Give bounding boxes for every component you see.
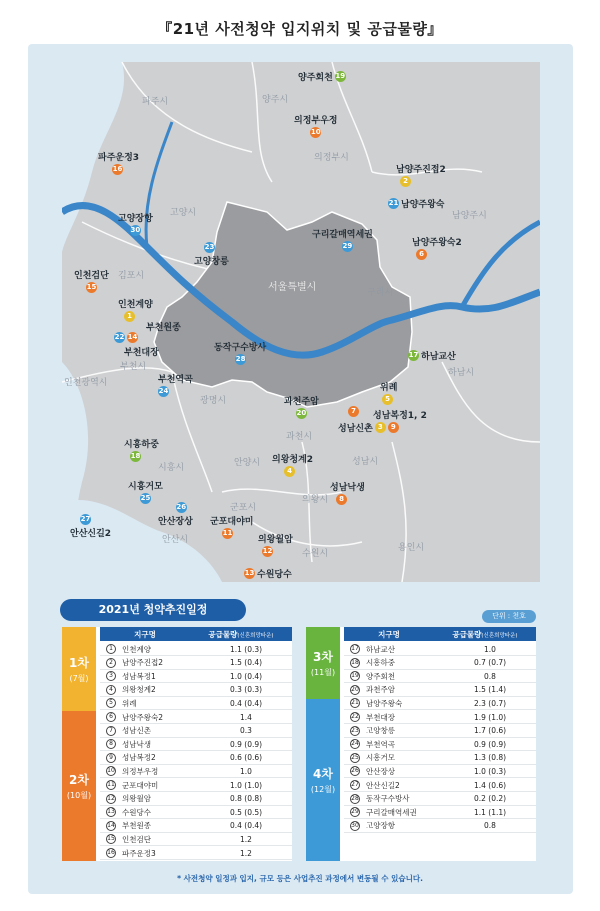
location-number-badge: 6 [416, 249, 427, 260]
map-location: 양주회천 19 [298, 72, 346, 83]
row-number: 19 [351, 672, 359, 680]
location-number-badge: 3 [375, 422, 386, 433]
location-number-badge: 10 [310, 128, 321, 136]
supply-value: 1.4 [240, 712, 252, 722]
location-number-badge: 23 [204, 243, 215, 251]
supply-value: 1.0 [484, 644, 496, 654]
supply-value: 1.0 (0.3) [473, 766, 507, 776]
supply-value: 1.5 (0.4) [229, 658, 263, 668]
supply-value: 0.2 (0.2) [473, 794, 507, 804]
region-label: 안양시 [234, 458, 261, 468]
location-number-badge: 24 [158, 387, 169, 395]
map-location: 동작구수방사 28 [214, 343, 267, 363]
supply-value: 1.9 (1.0) [473, 712, 507, 722]
supply-value: 0.3 (0.3) [229, 685, 263, 695]
table-row [344, 806, 536, 819]
table-row [100, 711, 292, 724]
row-number: 25 [351, 753, 359, 761]
map-location: 부천원종 [146, 323, 181, 333]
row-number: 11 [107, 781, 115, 788]
region-label: 서울특별시 [268, 282, 317, 293]
region-label: 인천광역시 [64, 378, 108, 388]
row-number: 6 [106, 712, 116, 722]
map-location: 의왕월암 12 [258, 535, 293, 555]
location-number-badge: 27 [80, 515, 91, 523]
row-number: 13 [107, 808, 115, 816]
table-row [100, 779, 292, 792]
region-label: 하남시 [448, 368, 475, 378]
district-name: 성남신촌 [122, 726, 151, 736]
page-title: 『21년 사전청약 입지위치 및 공급물량』 [157, 20, 443, 38]
table-row [344, 711, 536, 724]
supply-value: 1.3 (0.8) [473, 753, 507, 763]
location-number-badge: 2 [400, 176, 411, 187]
row-number: 24 [351, 740, 359, 748]
row-number: 2 [106, 658, 116, 668]
district-name: 동작구수방사 [366, 794, 410, 804]
table-row [344, 738, 536, 751]
supply-value: 1.2 [240, 848, 252, 858]
row-number: 10 [107, 767, 115, 775]
district-name: 안산신길2 [366, 780, 400, 790]
table-row [100, 752, 292, 765]
district-name: 구리갈매역세권 [366, 807, 417, 817]
row-number: 9 [106, 753, 116, 763]
row-number: 15 [107, 835, 115, 843]
map-location [348, 406, 359, 417]
location-number-badge: 21 [388, 199, 399, 207]
supply-value: 1.5 (1.4) [473, 685, 507, 695]
supply-value: 0.8 (0.8) [229, 794, 263, 804]
region-label: 구리시 [367, 288, 394, 298]
region-label: 양주시 [262, 95, 289, 105]
district-name: 부천대장 [366, 712, 395, 722]
district-name: 군포대야미 [122, 780, 159, 790]
map-shapes [62, 62, 540, 582]
district-name: 파주운정3 [122, 848, 156, 858]
region-label: 광명시 [200, 396, 227, 406]
map-location: 인천검단 15 [74, 271, 109, 291]
district-name: 과천주암 [366, 685, 395, 695]
map-location: 시흥하중 18 [124, 440, 159, 460]
table-row [344, 793, 536, 806]
location-number-badge: 16 [112, 165, 123, 173]
table-row [344, 765, 536, 778]
region-label: 용인시 [398, 543, 425, 553]
supply-value: 0.9 (0.9) [229, 739, 263, 749]
district-name: 남양주진접2 [122, 658, 163, 668]
supply-value: 0.3 [240, 726, 252, 736]
location-number-badge: 9 [388, 422, 399, 433]
map-location: 26 안산장상 [158, 503, 193, 527]
supply-value: 0.7 (0.7) [473, 658, 507, 668]
location-number-badge: 20 [296, 409, 307, 417]
row-number: 21 [351, 699, 359, 707]
district-name: 남양주왕숙 [366, 698, 403, 708]
district-name: 부천원종 [122, 821, 151, 831]
row-number: 14 [107, 821, 115, 829]
district-name: 고양창릉 [366, 726, 395, 736]
supply-value: 0.8 [484, 671, 496, 681]
region-label: 파주시 [142, 97, 169, 107]
supply-value: 1.0 (1.0) [229, 780, 263, 790]
location-number-badge: 22 [114, 333, 125, 341]
row-number: 26 [351, 767, 359, 775]
table-row [100, 670, 292, 683]
supply-value: 0.8 [484, 821, 496, 831]
location-number-badge: 18 [130, 452, 141, 460]
table-row [344, 725, 536, 738]
row-number: 16 [107, 849, 115, 856]
table-header [344, 627, 536, 641]
location-number-badge: 13 [244, 569, 255, 577]
table-row [344, 697, 536, 710]
map-location: 성남신촌 3 9 [338, 421, 399, 434]
row-number: 12 [107, 794, 115, 802]
map-location [114, 332, 138, 343]
map-location: 위례 5 [380, 383, 398, 403]
map-location: 군포대야미 11 [210, 517, 254, 537]
region-label: 김포시 [118, 271, 145, 281]
location-number-badge: 8 [336, 494, 347, 505]
footnote: * 사전청약 일정과 입지, 규모 등은 사업추진 과정에서 변동될 수 있습니다. [177, 874, 423, 883]
supply-value: 1.1 (1.1) [473, 807, 507, 817]
table-header [100, 627, 292, 641]
district-name: 안산장상 [366, 766, 395, 776]
district-name: 의정부우정 [122, 766, 159, 776]
table-row [100, 806, 292, 819]
district-name: 고양장항 [366, 821, 395, 831]
map-location: 17 하남교산 [408, 351, 456, 362]
table-row [100, 738, 292, 751]
location-number-badge: 25 [140, 494, 151, 502]
column-header-value: 공급물량(신혼희망타운) [452, 629, 518, 639]
region-label: 성남시 [352, 457, 379, 467]
location-number-badge: 15 [86, 283, 97, 291]
district-name: 시흥거모 [366, 753, 395, 763]
supply-value: 1.1 (0.3) [229, 644, 263, 654]
table-row [100, 793, 292, 806]
supply-value: 1.2 [240, 834, 252, 844]
district-name: 부천역곡 [366, 739, 395, 749]
table-row [100, 684, 292, 697]
map-location: 성남낙생 8 [330, 483, 365, 503]
district-name: 성남복정2 [122, 753, 156, 763]
table-row [100, 847, 292, 860]
location-number-badge: 4 [284, 466, 295, 477]
table-row [344, 657, 536, 670]
district-name: 성남낙생 [122, 739, 151, 749]
location-map [62, 62, 540, 582]
location-number-badge: 30 [130, 226, 141, 234]
location-number-badge: 14 [127, 333, 138, 341]
row-number: 29 [351, 808, 359, 816]
location-number-badge: 19 [335, 72, 346, 80]
map-location: 부천대장 [124, 348, 159, 358]
row-number: 4 [106, 685, 116, 695]
district-name: 양주회천 [366, 671, 395, 681]
map-location: 13 수원당수 [244, 569, 292, 580]
map-location: 부천역곡 24 [158, 375, 193, 395]
row-number: 27 [351, 781, 359, 788]
map-location: 23 고양창릉 [194, 243, 229, 267]
map-location: 의왕청계2 4 [272, 455, 314, 475]
region-label: 안산시 [162, 535, 189, 545]
table-row [344, 684, 536, 697]
supply-value: 0.6 (0.6) [229, 753, 263, 763]
table-row [344, 752, 536, 765]
district-name: 수원당수 [122, 807, 151, 817]
map-location: 구리갈매역세권 29 [312, 230, 373, 250]
phase-2: 2차 (10월) [62, 711, 96, 861]
region-label: 수원시 [302, 549, 329, 559]
map-location: 파주운정3 16 [98, 153, 140, 173]
location-number-badge: 11 [222, 529, 233, 537]
map-location: 시흥거모 25 [128, 482, 163, 502]
row-number: 30 [351, 821, 359, 829]
row-number: 20 [351, 685, 359, 693]
row-number: 5 [106, 698, 116, 708]
row-number: 22 [351, 713, 359, 720]
map-location: 27 안산신길2 [70, 515, 112, 539]
location-number-badge: 28 [235, 355, 246, 363]
table-row [100, 697, 292, 710]
map-location: 인천계양 1 [118, 300, 153, 320]
location-number-badge: 26 [176, 503, 187, 511]
row-number: 7 [106, 726, 116, 736]
region-label: 남양주시 [452, 211, 487, 221]
region-label: 의왕시 [302, 495, 329, 505]
district-name: 하남교산 [366, 644, 395, 654]
region-label: 시흥시 [158, 463, 185, 473]
table-row [344, 779, 536, 792]
location-number-badge: 17 [408, 351, 419, 359]
location-number-badge: 5 [382, 394, 393, 405]
region-label: 부천시 [120, 362, 147, 372]
location-number-badge: 1 [124, 311, 135, 322]
district-name: 성남복정1 [122, 671, 156, 681]
table-row [344, 643, 536, 656]
table-row [100, 643, 292, 656]
map-location: 과천주암 20 [284, 397, 319, 417]
supply-value: 0.4 (0.4) [229, 821, 263, 831]
region-label: 의정부시 [314, 153, 349, 163]
column-header-value: 공급물량(신혼희망타운) [208, 629, 274, 639]
district-name: 시흥하중 [366, 658, 395, 668]
district-name: 인천계양 [122, 644, 151, 654]
row-number: 23 [351, 726, 359, 734]
map-location: 남양주왕숙2 6 [412, 238, 462, 258]
column-header-name: 지구명 [134, 629, 156, 639]
district-name: 의왕청계2 [122, 685, 156, 695]
phase-4: 4차 (12월) [306, 699, 340, 861]
table-row [344, 820, 536, 833]
unit-label: 단위 : 천호 [482, 610, 536, 623]
supply-value: 0.9 (0.9) [473, 739, 507, 749]
row-number: 3 [106, 671, 116, 681]
phase-3: 3차 (11월) [306, 627, 340, 699]
supply-value: 0.4 (0.4) [229, 698, 263, 708]
row-number: 8 [106, 739, 116, 749]
district-name: 위례 [122, 698, 137, 708]
map-location: 의정부우정 10 [294, 116, 338, 136]
table-row [100, 765, 292, 778]
location-number-badge: 12 [262, 547, 273, 555]
table-row [100, 820, 292, 833]
phase-1: 1차 (7월) [62, 627, 96, 711]
row-number: 18 [351, 658, 359, 666]
location-number-badge: 29 [342, 242, 353, 250]
supply-value: 1.7 (0.6) [473, 726, 507, 736]
supply-value: 2.3 (0.7) [473, 698, 507, 708]
row-number: 28 [351, 794, 359, 802]
schedule-table-left [62, 627, 292, 861]
district-name: 남양주왕숙2 [122, 712, 163, 722]
column-header-name: 지구명 [378, 629, 400, 639]
location-number-badge: 7 [348, 406, 359, 417]
table-row [100, 833, 292, 846]
map-location: 고양장항 30 [118, 214, 153, 234]
supply-value: 1.0 [240, 766, 252, 776]
region-label: 과천시 [286, 432, 313, 442]
region-label: 군포시 [230, 503, 257, 513]
table-row [344, 670, 536, 683]
region-label: 고양시 [170, 208, 197, 218]
supply-value: 1.0 (0.4) [229, 671, 263, 681]
district-name: 의왕월암 [122, 794, 151, 804]
table-row [100, 657, 292, 670]
map-location: 남양주진접2 2 [396, 165, 446, 185]
map-location: 성남복정1, 2 [373, 411, 427, 421]
table-row [100, 725, 292, 738]
row-number: 1 [106, 644, 116, 654]
schedule-title: 2021년 청약추진일정 [60, 599, 246, 621]
row-number: 17 [351, 645, 359, 652]
schedule-table-right [306, 627, 536, 861]
map-location: 21 남양주왕숙 [388, 199, 445, 210]
supply-value: 0.5 (0.5) [229, 807, 263, 817]
supply-value: 1.4 (0.6) [473, 780, 507, 790]
district-name: 인천검단 [122, 834, 151, 844]
